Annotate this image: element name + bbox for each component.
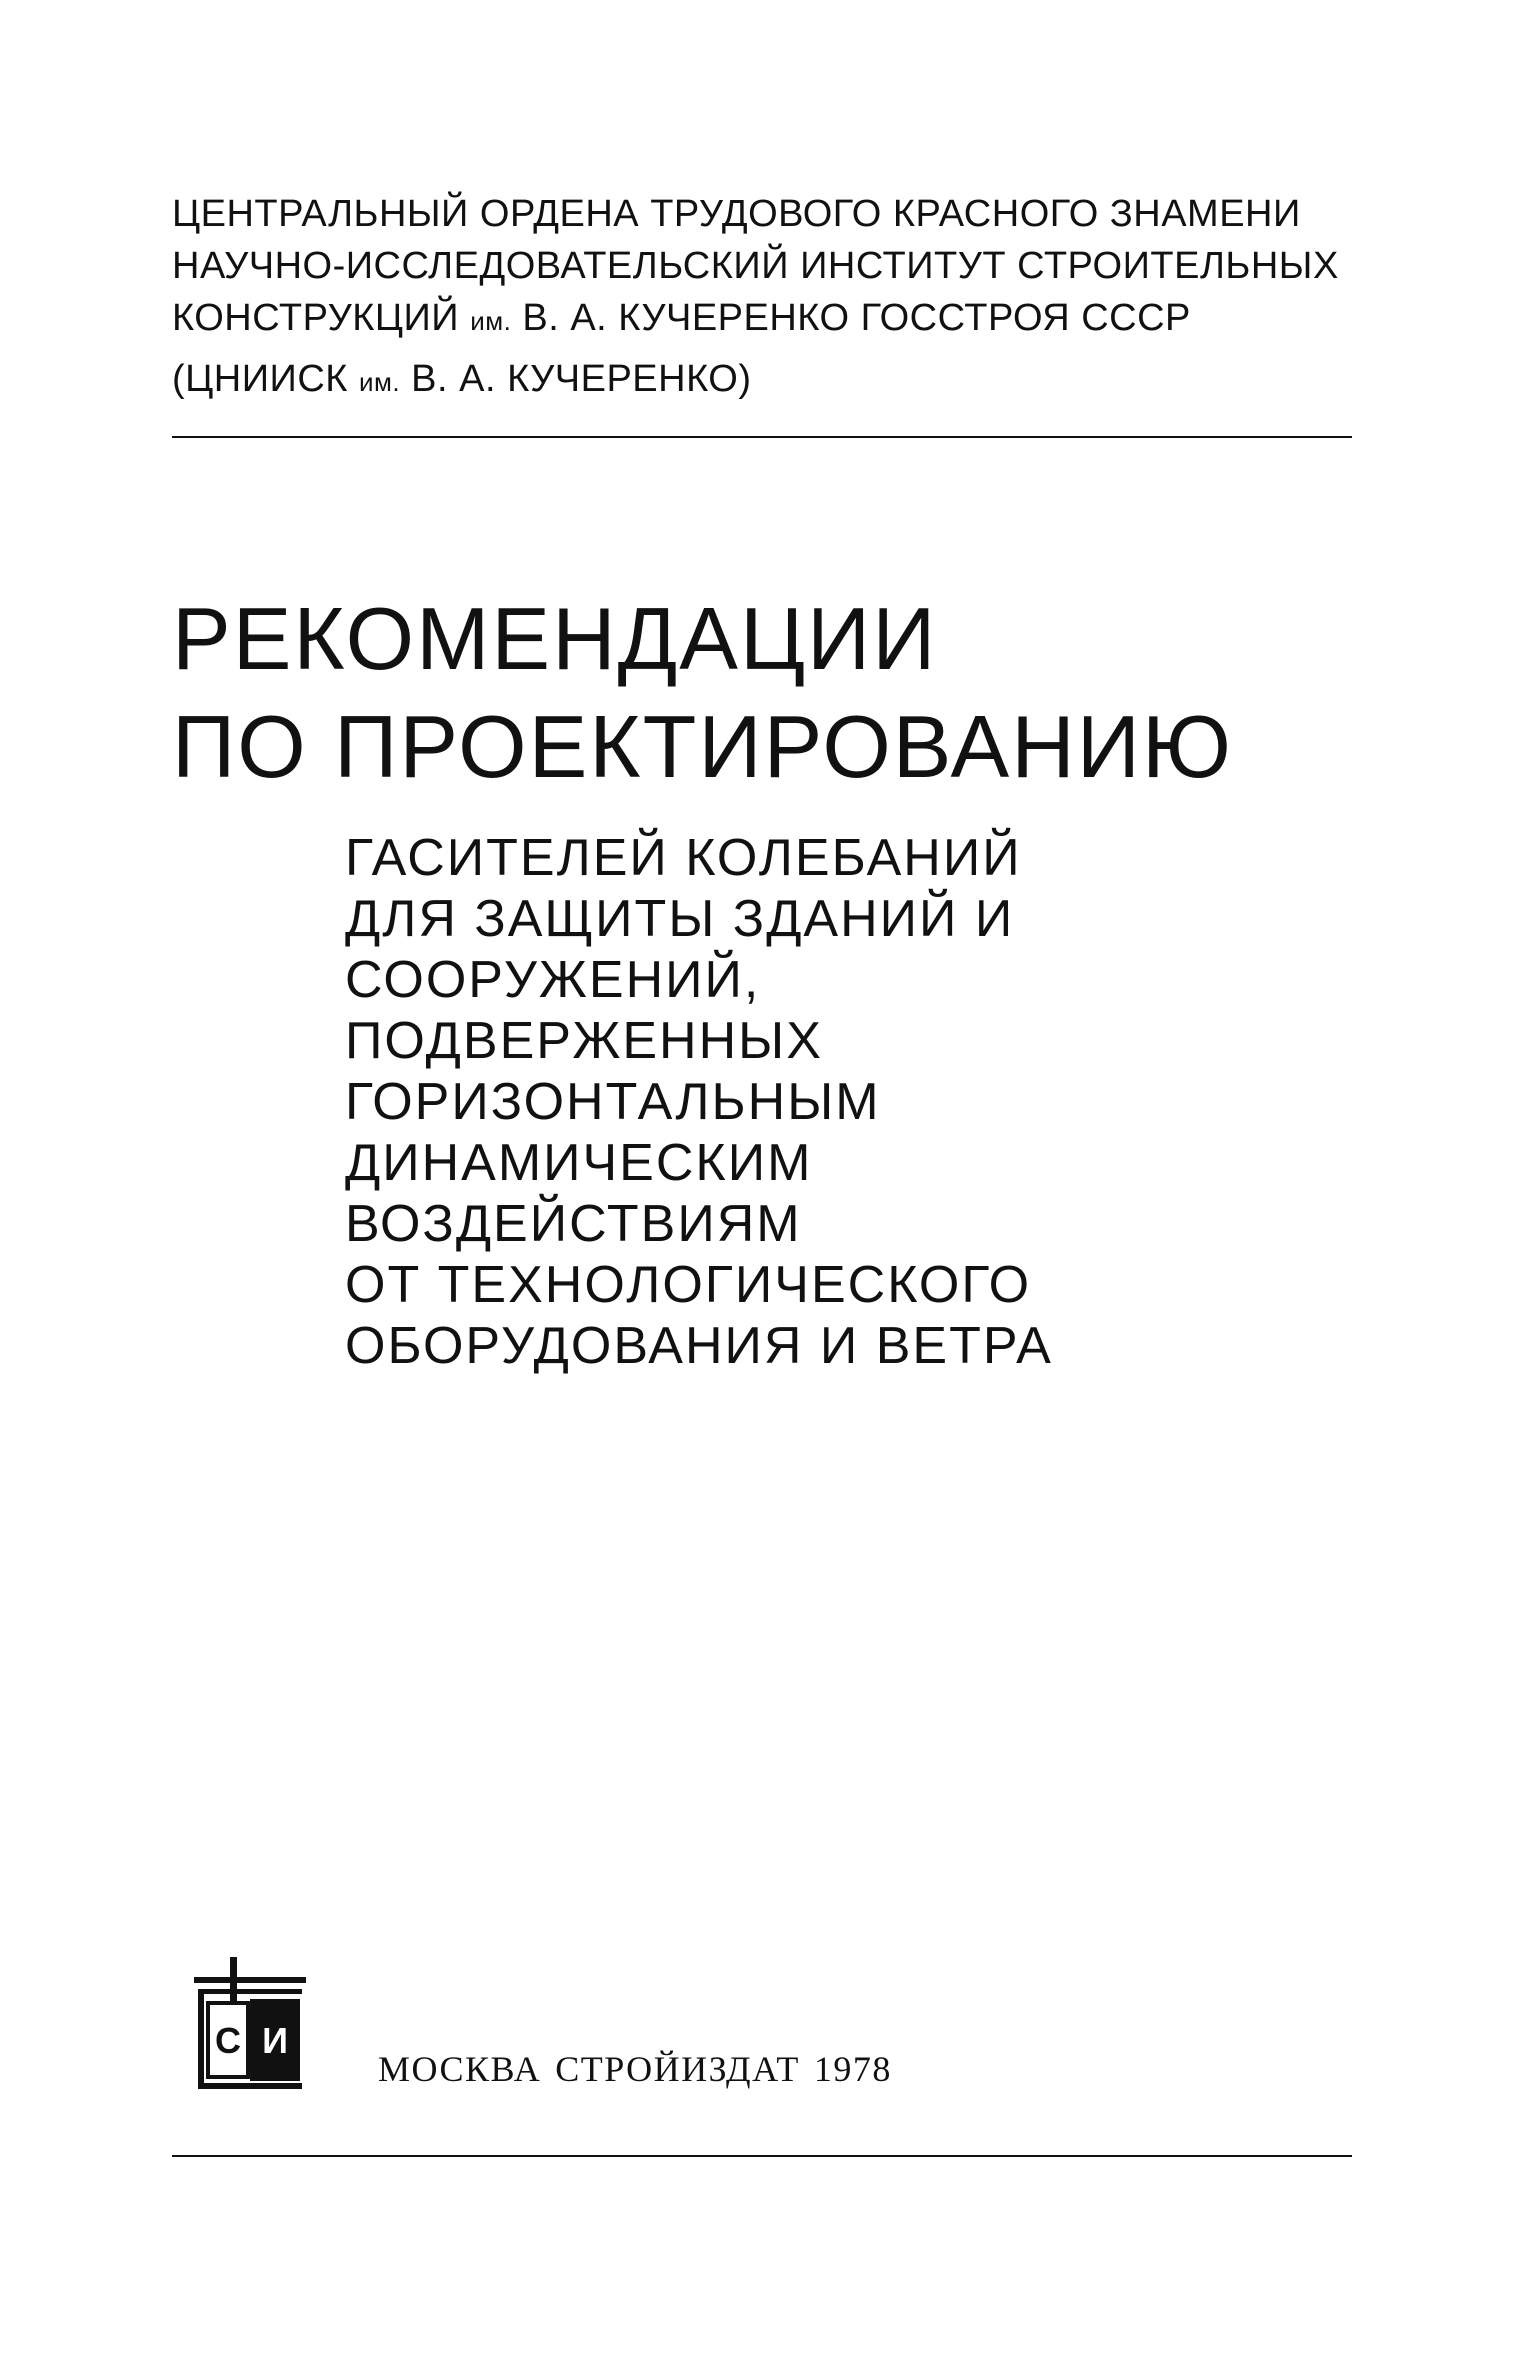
institution-line-4-start: (ЦНИИСК [172,358,359,400]
subtitle-line: ПОДВЕРЖЕННЫХ [345,1012,823,1070]
title-line-1: РЕКОМЕНДАЦИИ [172,589,938,688]
top-divider [172,436,1352,438]
imprint-year: 1978 [813,2049,892,2089]
subtitle-line: ДИНАМИЧЕСКИМ [345,1134,813,1192]
institution-line-3 [172,292,1372,347]
imprint-publisher: СТРОЙИЗДАТ [555,2049,800,2089]
subtitle-line: ОТ ТЕХНОЛОГИЧЕСКОГО [345,1256,1032,1314]
subtitle-line: ВОЗДЕЙСТВИЯМ [345,1195,802,1253]
institution-line-1: ЦЕНТРАЛЬНЫЙ ОРДЕНА ТРУДОВОГО КРАСНОГО ЗНАМЕНИ [172,193,1301,235]
subtitle-line: ОБОРУДОВАНИЯ И ВЕТРА [345,1317,1053,1375]
institution-line-4-end: В. А. КУЧЕРЕНКО) [400,358,752,400]
institution-line-2: НАУЧНО-ИССЛЕДОВАТЕЛЬСКИЙ ИНСТИТУТ СТРОИТЕЛЬНЫХ [172,245,1339,287]
bottom-divider [172,2155,1352,2157]
svg-text:И: И [262,2020,288,2061]
institution-line-3-im: им. [470,306,512,336]
institution-line-3-start: КОНСТРУКЦИЙ [172,297,471,339]
title-line-2: ПО ПРОЕКТИРОВАНИЮ [172,697,1233,796]
subtitle-line: ГАСИТЕЛЕЙ КОЛЕБАНИЙ [345,829,1022,887]
book-title [172,585,1422,801]
institution-line-4 [172,353,1372,408]
institution-block [172,188,1372,408]
book-subtitle [345,828,1345,1377]
institution-line-3-end: В. А. КУЧЕРЕНКО ГОССТРОЯ СССР [511,297,1191,339]
subtitle-line: ДЛЯ ЗАЩИТЫ ЗДАНИЙ И [345,890,1015,948]
institution-line-4-im: им. [358,367,401,397]
imprint-city: МОСКВА [378,2049,542,2089]
subtitle-line: ГОРИЗОНТАЛЬНЫМ [345,1073,881,1131]
svg-text:С: С [215,2020,241,2061]
imprint [378,2048,892,2090]
stroyizdat-logo-icon [190,1955,308,2095]
subtitle-line: СООРУЖЕНИЙ, [345,951,761,1009]
